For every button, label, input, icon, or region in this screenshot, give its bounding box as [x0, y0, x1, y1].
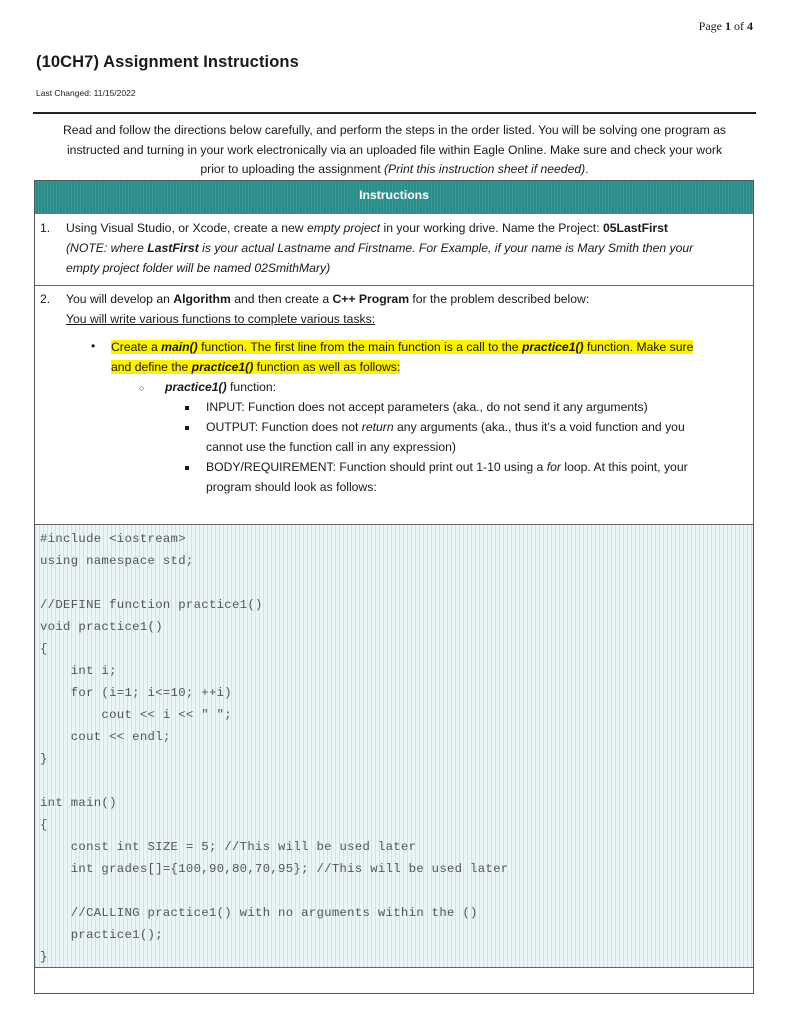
- step-1-project-name: 05LastFirst: [602, 221, 668, 235]
- square-bullet-icon: [185, 466, 189, 470]
- intro-line-3-end: .: [585, 162, 589, 176]
- bullet-dot: •: [91, 339, 96, 353]
- page-of: of: [734, 19, 744, 33]
- intro-line-2: instructed and turning in your work electronically via an uploaded file within Eagle Online. Make sure and check your work: [66, 142, 723, 157]
- title-divider: [33, 112, 756, 114]
- circle-bullet-icon: ○: [139, 383, 145, 393]
- bullet-text-3: function. Make sure: [583, 340, 694, 354]
- bullet-practice1-fn: practice1(): [521, 340, 584, 354]
- code-line: cout << endl;: [40, 730, 171, 744]
- code-line: int main(): [40, 796, 117, 810]
- step-2: [40, 289, 740, 329]
- step-2-subtitle: You will write various functions to complete various tasks:: [66, 312, 376, 326]
- output-text-1: OUTPUT: Function does not: [206, 420, 362, 434]
- step-1-line-1: [66, 218, 740, 238]
- output-text-2: any arguments (aka., thus it’s a void function and you: [393, 420, 685, 434]
- code-line: const int SIZE = 5; //This will be used later: [40, 840, 417, 854]
- bullet-main-fn: main(): [161, 340, 198, 354]
- bullet-practice1-fn-2: practice1(): [191, 360, 254, 374]
- code-line: int i;: [40, 664, 117, 678]
- code-line: }: [40, 950, 48, 964]
- output-text-3: cannot use the function call in any expression): [206, 440, 456, 454]
- step-1-number: 1.: [40, 221, 51, 235]
- body-for: for: [546, 460, 561, 474]
- code-line: {: [40, 642, 48, 656]
- body-text-2: loop. At this point, your: [560, 460, 688, 474]
- code-line: //DEFINE function practice1(): [40, 598, 263, 612]
- step-2-text-3: for the problem described below:: [409, 292, 590, 306]
- practice1-heading: [165, 377, 276, 397]
- bullet-text-4: and define the: [111, 360, 192, 374]
- page-total: 4: [747, 19, 753, 33]
- document-title: (10CH7) Assignment Instructions: [36, 53, 299, 71]
- main-function-bullet: [111, 337, 741, 377]
- code-line: for (i=1; i<=10; ++i): [40, 686, 232, 700]
- step-1: [40, 218, 740, 278]
- bullet-text-5: function as well as follows:: [253, 360, 401, 374]
- intro-line-3: [33, 160, 756, 180]
- intro-line-3-text: prior to uploading the assignment: [200, 162, 384, 176]
- bullet-line-2: [111, 357, 741, 377]
- step-1-empty-project: empty project: [306, 221, 381, 235]
- code-line: void practice1(): [40, 620, 163, 634]
- intro-print-note: (Print this instruction sheet if needed): [384, 162, 586, 176]
- code-sample: [35, 525, 753, 967]
- code-line: {: [40, 818, 48, 832]
- step-2-cpp-program: C++ Program: [332, 292, 410, 306]
- square-bullet-icon: [185, 406, 189, 410]
- intro-paragraph: [33, 121, 756, 180]
- bullet-text-1: Create a: [111, 340, 162, 354]
- last-changed-date: Last Changed: 11/15/2022: [36, 88, 136, 98]
- code-line: practice1();: [40, 928, 163, 942]
- step-1-note-text-2: is your actual Lastname and Firstname. For Example, if your name is Mary Smith then your: [198, 241, 694, 255]
- page-number: [699, 19, 753, 34]
- code-line: using namespace std;: [40, 554, 194, 568]
- code-line: int grades[]={100,90,80,70,95}; //This will be used later: [40, 862, 509, 876]
- practice1-name: practice1(): [165, 380, 227, 394]
- instructions-header: Instructions: [35, 181, 753, 214]
- instructions-table: [34, 180, 754, 994]
- step-2-algorithm: Algorithm: [173, 292, 231, 306]
- output-return: return: [361, 420, 394, 434]
- step-2-text-2: and then create a: [230, 292, 333, 306]
- body-requirement: [206, 457, 746, 497]
- square-bullet-icon: [185, 426, 189, 430]
- step-2-line-1: [66, 289, 740, 309]
- code-line: //CALLING practice1() with no arguments within the (): [40, 906, 478, 920]
- step-1-note-text: (NOTE: where: [66, 241, 148, 255]
- step-2-number: 2.: [40, 292, 51, 306]
- output-requirement: [206, 417, 746, 457]
- step-1-text: Using Visual Studio, or Xcode, create a new: [66, 221, 307, 235]
- intro-line-1: Read and follow the directions below carefully, and perform the steps in the order listed. You will be solving one program as: [62, 123, 726, 137]
- step-1-note-lastfirst: LastFirst: [147, 241, 199, 255]
- page-label: Page: [698, 19, 722, 33]
- body-text-1: BODY/REQUIREMENT: Function should print out 1-10 using a: [206, 460, 547, 474]
- code-line: cout << i << " ";: [40, 708, 232, 722]
- practice1-suffix: function:: [226, 380, 277, 394]
- code-line: }: [40, 752, 48, 766]
- row-divider-1: [35, 285, 753, 286]
- code-line: #include <iostream>: [40, 532, 186, 546]
- bullet-line-1: [111, 337, 741, 357]
- body-text-3: program should look as follows:: [206, 480, 377, 494]
- step-1-note-line-2: empty project folder will be named 02SmithMary): [66, 261, 331, 275]
- step-2-text: You will develop an: [66, 292, 174, 306]
- page-current: 1: [725, 19, 731, 33]
- input-requirement: INPUT: Function does not accept parameters (aka., do not send it any arguments): [206, 400, 648, 414]
- row-divider-3: [35, 967, 753, 968]
- bullet-text-2: function. The first line from the main function is a call to the: [197, 340, 522, 354]
- step-1-text-2: in your working drive. Name the Project:: [380, 221, 603, 235]
- step-1-note: [66, 238, 740, 258]
